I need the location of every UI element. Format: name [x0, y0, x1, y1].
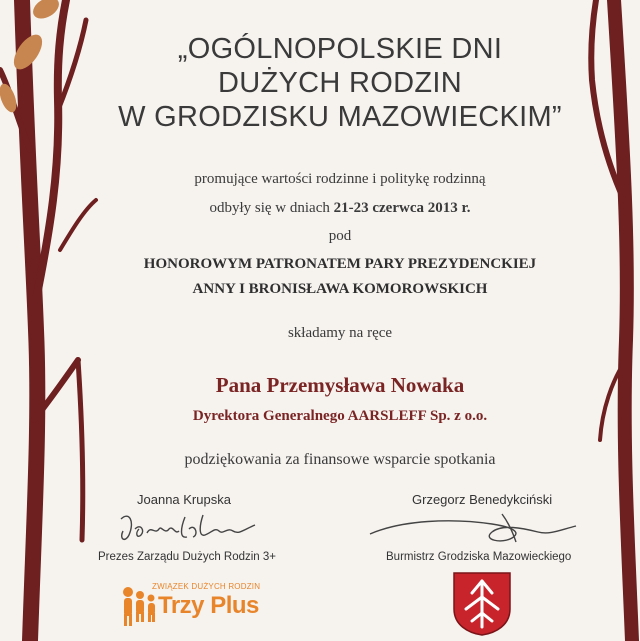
patronage-line-2: ANNY I BRONISŁAWA KOMOROWSKICH — [192, 281, 488, 297]
skladamy-text: składamy na ręce — [287, 325, 393, 341]
date-prefix: odbyły się w dniach — [209, 200, 334, 216]
signature-right-role: Burmistrz Grodziska Mazowieckiego — [386, 551, 572, 563]
leaf-1 — [8, 30, 47, 74]
pod-text: pod — [328, 228, 352, 244]
date-line — [90, 200, 590, 217]
tree-branch-right-2 — [600, 360, 626, 440]
recipient-name: Pana Przemysława Nowaka — [215, 373, 465, 397]
signature-right-handwriting — [362, 508, 582, 548]
tree-branch-left-4 — [34, 360, 78, 420]
patronage-line-1: HONOROWYM PATRONATEM PARY PREZYDENCKIEJ — [143, 256, 537, 272]
signature-left-name: Joanna Krupska — [137, 492, 231, 507]
tree-trunk-left — [22, 0, 37, 641]
leaf-3 — [29, 0, 62, 23]
title-line-3: W GRODZISKU MAZOWIECKIM” — [118, 101, 562, 133]
logo-main-text: Trzy Plus — [158, 592, 259, 619]
signature-left-role: Prezes Zarządu Dużych Rodzin 3+ — [98, 551, 277, 563]
title-line-1: „OGÓLNOPOLSKIE DNI — [177, 33, 503, 65]
tree-branch-left-5 — [78, 360, 83, 540]
signature-right-name: Grzegorz Benedykciński — [412, 492, 553, 507]
grodzisk-crest-icon — [452, 571, 512, 637]
certificate-title — [60, 32, 620, 134]
recipient-title: Dyrektora Generalnego AARSLEFF Sp. z o.o. — [192, 408, 488, 424]
promo-text: promujące wartości rodzinne i politykę rodzinną — [194, 171, 486, 187]
signature-left-handwriting — [115, 505, 275, 549]
date-value: 21-23 czerwca 2013 r. — [333, 200, 471, 216]
tree-branch-left-2 — [0, 70, 30, 150]
thanks-text: podziękowania za finansowe wsparcie spotkania — [184, 451, 496, 468]
title-line-2: DUŻYCH RODZIN — [218, 67, 462, 99]
logo-top-text: ZWIĄZEK DUŻYCH RODZIN — [152, 582, 261, 591]
leaf-2 — [0, 82, 20, 115]
trzy-plus-logo — [118, 582, 278, 632]
